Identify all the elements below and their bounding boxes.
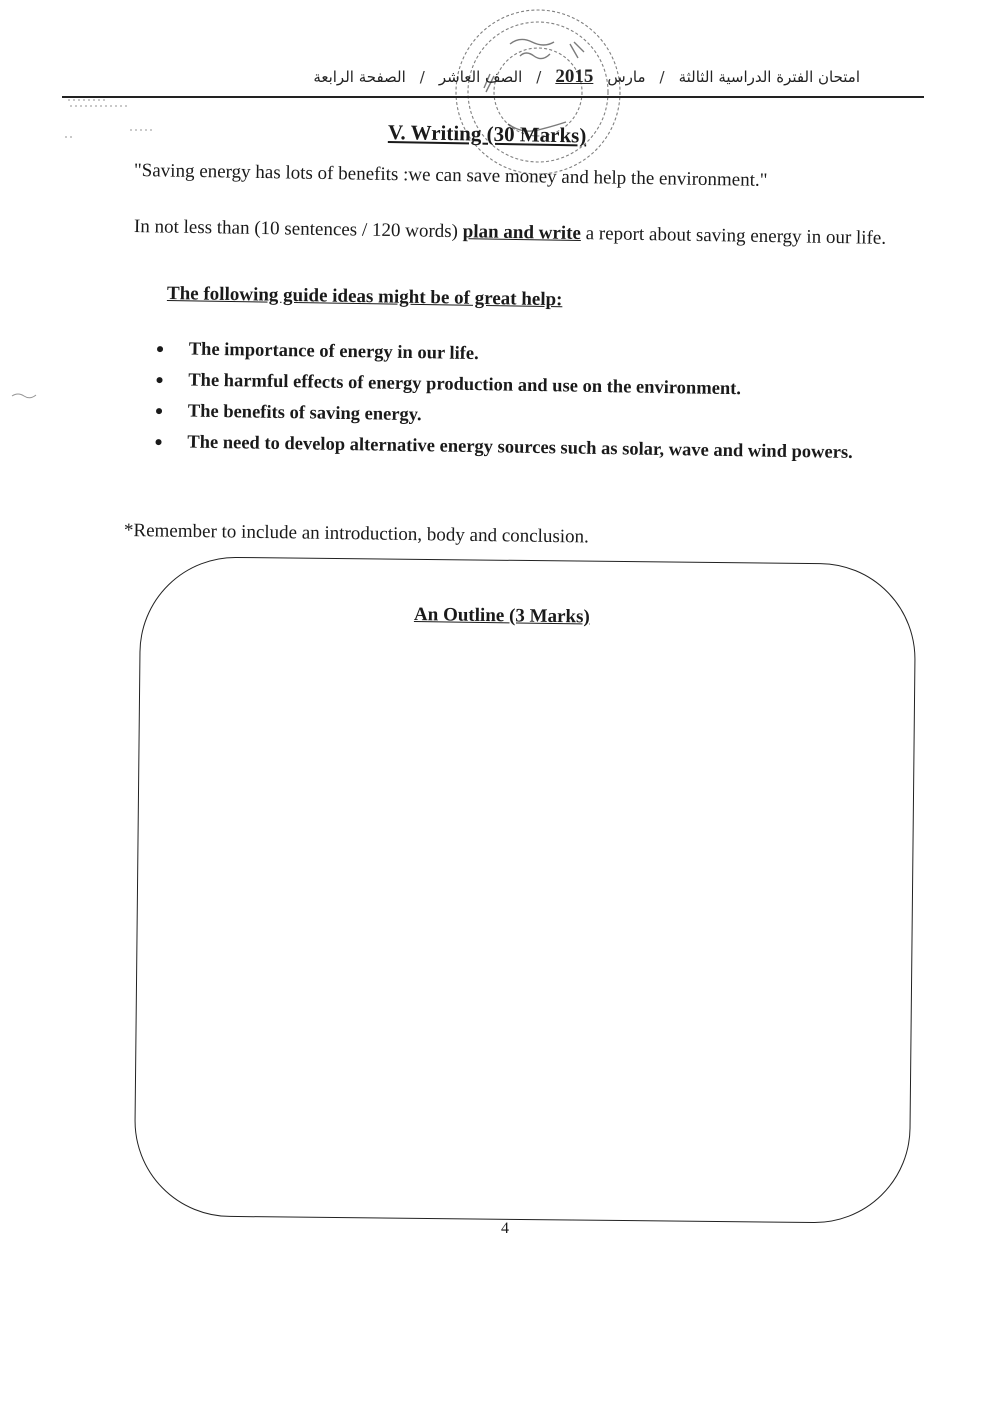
writing-instruction: [134, 215, 924, 250]
instruction-text: In not less than (10 sentences / 120 words): [133, 216, 463, 243]
list-item-text: The need to develop alternative energy sources such as solar, wave and wind powers.: [187, 432, 853, 463]
header-separator: /: [659, 68, 665, 86]
bullet-icon: ●: [154, 434, 163, 451]
prompt-quote: "Saving energy has lots of benefits :we can save money and help the environment.": [133, 160, 768, 191]
outline-title: An Outline (3 Marks): [413, 604, 590, 628]
list-item-text: The harmful effects of energy production and use on the environment.: [188, 370, 742, 400]
section-title: V. Writing (30 Marks): [387, 120, 587, 148]
grade-label: الصف العاشر: [438, 68, 523, 86]
list-item-text: The benefits of saving energy.: [187, 401, 422, 426]
bullet-icon: ●: [155, 373, 164, 389]
list-item: [155, 368, 915, 405]
instruction-text: a report about saving energy in our life.: [580, 223, 887, 249]
header-separator: /: [536, 68, 542, 86]
header-rule: [62, 96, 924, 98]
guide-ideas-list: [154, 337, 916, 473]
exam-month: مارس: [607, 68, 646, 86]
page-number: 4: [501, 1220, 509, 1237]
list-item-text: The importance of energy in our life.: [188, 339, 479, 365]
header-separator: /: [419, 68, 425, 86]
bullet-icon: ●: [154, 403, 164, 420]
outline-answer-box[interactable]: [134, 556, 917, 1224]
page-label: الصفحة الرابعة: [313, 68, 406, 86]
exam-label: امتحان الفترة الدراسية الثالثة: [678, 68, 860, 86]
scribble-mark: [10, 388, 40, 402]
instruction-emphasis: plan and write: [462, 221, 582, 245]
guide-heading: The following guide ideas might be of great help:: [166, 283, 563, 311]
list-item: [154, 430, 914, 467]
exam-year: 2015: [555, 66, 594, 87]
list-item: [156, 337, 916, 374]
exam-header: [195, 64, 860, 90]
list-item: [155, 399, 915, 436]
scribble-mark: [60, 82, 210, 152]
school-seal-stamp: [450, 4, 626, 180]
reminder-note: *Remember to include an introduction, body and conclusion.: [123, 520, 589, 548]
bullet-icon: ●: [155, 342, 165, 358]
